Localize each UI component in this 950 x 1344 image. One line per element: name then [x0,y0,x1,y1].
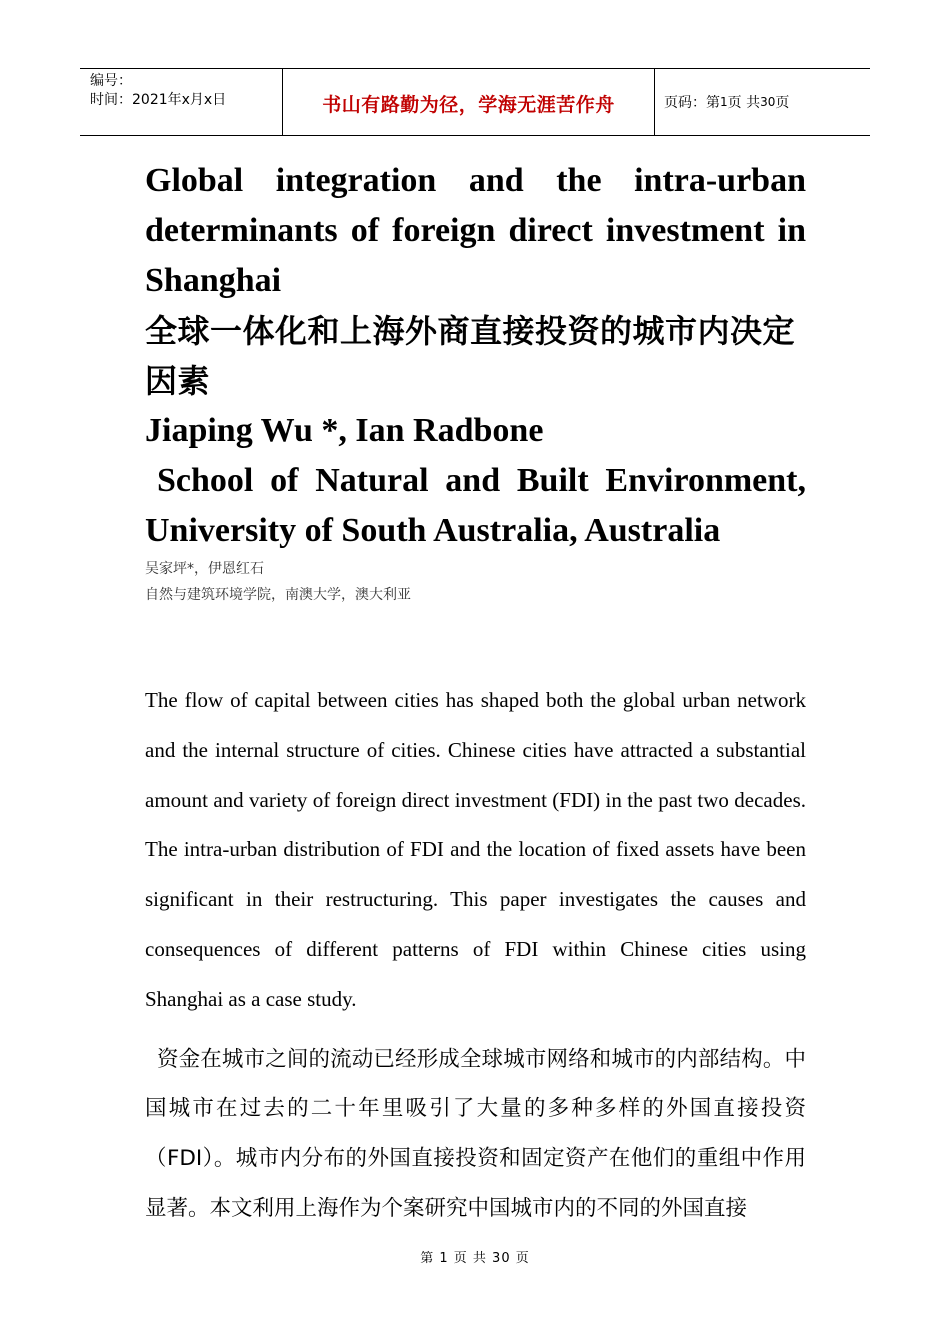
paper-title-english: Global integration and the intra-urban determinants of foreign direct investment in Shanghai [145,162,806,299]
header-meta-cell [80,69,282,135]
authors-english: Jiaping Wu *, Ian Radbone [145,412,544,449]
document-body [145,156,806,1234]
abstract-chinese: 资金在城市之间的流动已经形成全球城市网络和城市的内部结构。中国城市在过去的二十年里吸引了大量的多种多样的外国直接投资（FDI）。城市内分布的外国直接投资和固定资产在他们的重组中作用显著。本文利用上海作为个案研究中国城市内的不同的外国直接 [145,1046,806,1221]
page-footer [0,1247,950,1266]
footer-page-number: 第 1 页 共 30 页 [420,1251,530,1266]
abstract-english: The flow of capital between cities has shaped both the global urban network and the internal structure of cities. Chinese cities have attracted a substantial amount and variety of foreign direct investment (FDI) in the past two decades. The intra-urban distribution of FDI and the location of fixed assets have been significant in their restructuring. This paper investigates the causes and consequences of different patterns of FDI within Chinese cities using Shanghai as a case study. [145,688,806,1011]
page-prefix: 页码：第 [664,95,720,111]
serial-number-label: 编号： [90,73,132,89]
page-header [80,68,870,136]
affiliation-english: School of Natural and Built Environment, University of South Australia, Australia [145,462,806,549]
page-mid: 页 共 [727,95,761,111]
header-motto-cell [282,69,655,135]
page-total: 30 [760,95,776,109]
date-label: 时间：2021年x月x日 [90,92,227,108]
paper-title-chinese: 全球一体化和上海外商直接投资的城市内决定因素 [145,312,796,400]
page-current: 1 [720,95,728,109]
authors-chinese: 吴家坪*，伊恩红石 [145,561,264,577]
motto-text: 书山有路勤为径，学海无涯苦作舟 [322,94,615,116]
header-page-cell [655,69,870,135]
affiliation-chinese: 自然与建筑环境学院，南澳大学，澳大利亚 [145,587,411,603]
page-suffix: 页 [775,95,790,111]
